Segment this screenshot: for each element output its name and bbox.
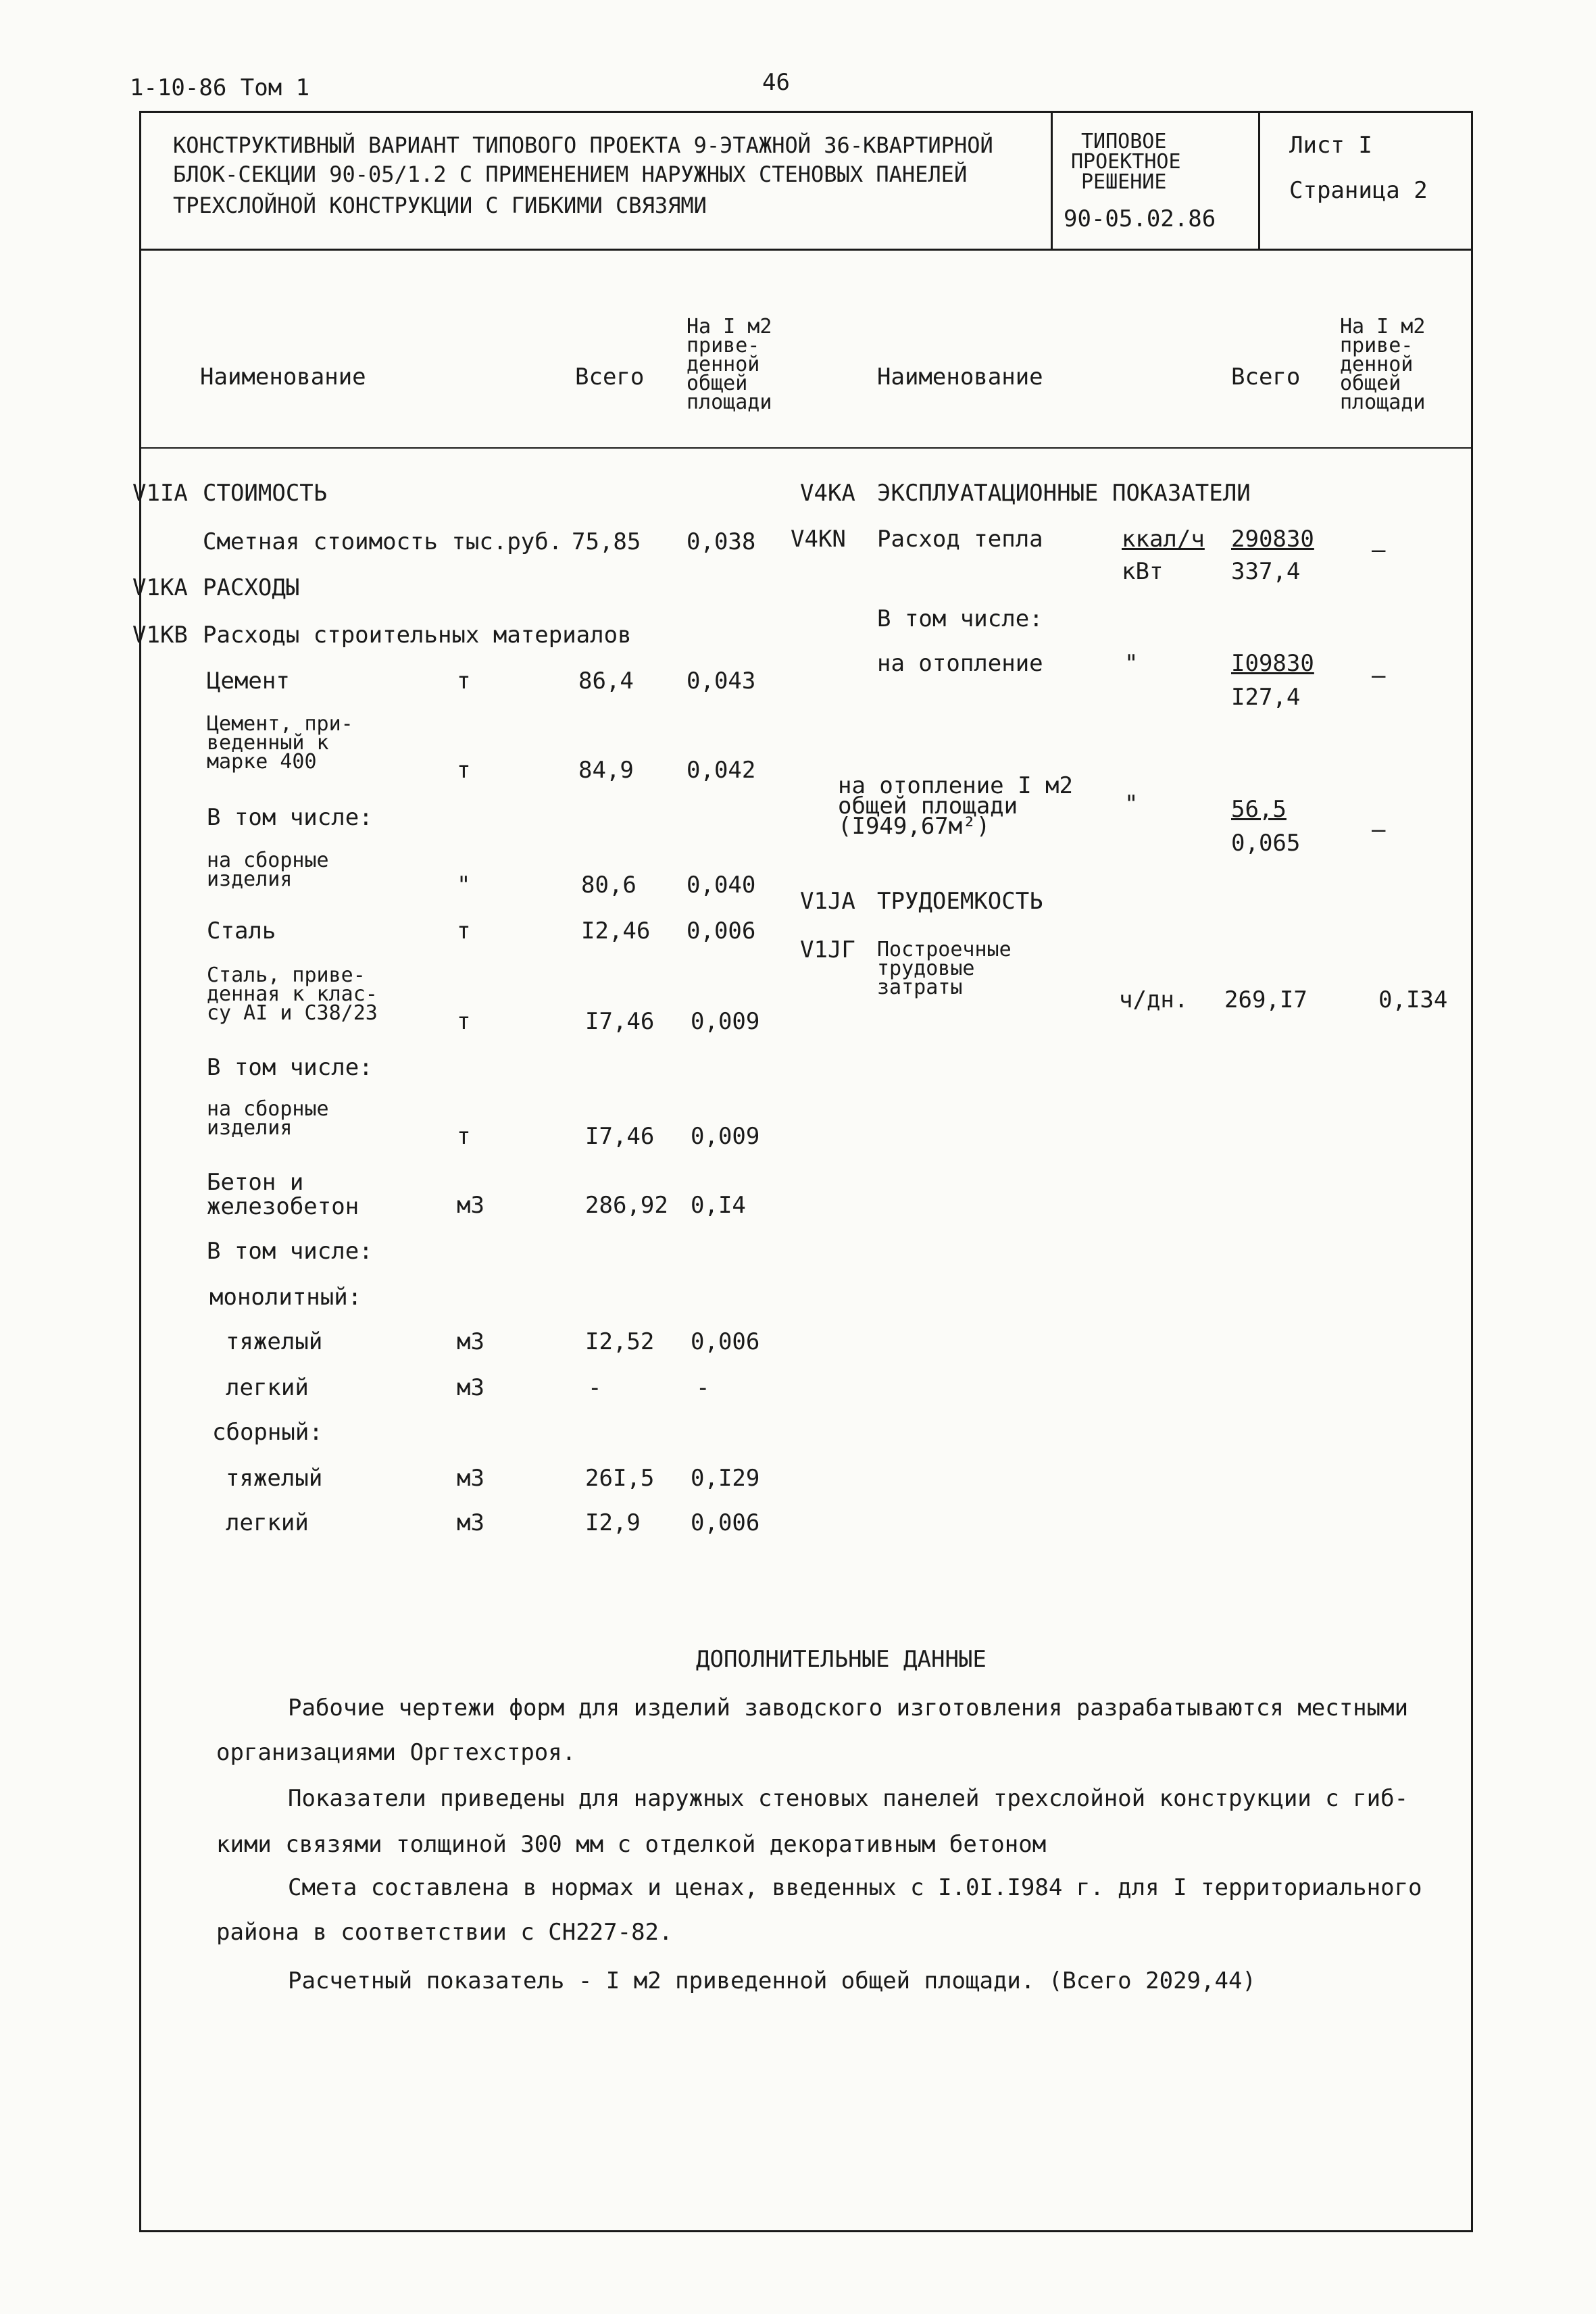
left-row-unit: т — [457, 917, 471, 945]
left-row-per: 0,006 — [691, 1509, 760, 1536]
right-row-name: на отопление I м2 общей площади (I949,67м²) — [838, 772, 1073, 840]
left-row-total: 86,4 — [578, 668, 634, 695]
right-row-name: В том числе: — [877, 605, 1043, 632]
page-number: 46 — [762, 69, 790, 96]
left-row-unit: м3 — [457, 1192, 484, 1219]
decision-line-3: РЕШЕНИЕ — [1081, 170, 1167, 194]
left-row-name: монолитный: — [209, 1284, 362, 1311]
left-row-per: 0,I4 — [691, 1192, 746, 1219]
left-row-total: 84,9 — [578, 757, 634, 784]
right-row-code: V1JГ — [800, 936, 855, 963]
additional-paragraph-4: Расчетный показатель - I м2 приведенной общей площади. (Всего 2029,44) — [288, 1967, 1256, 1994]
title-line-2: БЛОК-СЕКЦИИ 90-05/1.2 С ПРИМЕНЕНИЕМ НАРУЖНЫХ СТЕНОВЫХ ПАНЕЛЕЙ — [173, 161, 968, 187]
left-row-unit: м3 — [457, 1328, 484, 1355]
col-header-per-m2: На I м2 приве- денной общей площади — [687, 315, 772, 414]
decision-line-2: ПРОЕКТНОЕ — [1071, 150, 1181, 174]
left-row-unit: т — [457, 1123, 471, 1150]
left-row-code: V1KA — [132, 574, 188, 601]
right-row-per: 0,I34 — [1378, 986, 1448, 1013]
left-row-unit: т — [457, 668, 471, 695]
left-row-name: легкий — [226, 1374, 309, 1401]
col-header-total-2: Всего — [1231, 363, 1301, 391]
right-row-code: V4KN — [791, 526, 846, 553]
left-row-name: РАСХОДЫ — [203, 574, 300, 601]
right-row-name: ЭКСПЛУАТАЦИОННЫЕ ПОКАЗАТЕЛИ — [877, 480, 1251, 507]
left-row-name: В том числе: — [207, 1054, 373, 1081]
right-row-per: — — [1372, 536, 1386, 563]
left-row-name: сборный: — [212, 1419, 323, 1446]
right-row-name: на отопление — [877, 650, 1043, 677]
right-row-total: 290830 — [1231, 526, 1314, 553]
left-row-total: 286,92 — [585, 1192, 668, 1219]
left-row-per: 0,009 — [691, 1123, 760, 1150]
left-row-name: Сметная стоимость тыс.руб. — [203, 528, 563, 555]
left-row-per: 0,009 — [691, 1008, 760, 1035]
header-vline-1 — [1051, 111, 1053, 250]
title-line-3: ТРЕХСЛОЙНОЙ КОНСТРУКЦИИ С ГИБКИМИ СВЯЗЯМИ — [173, 193, 707, 218]
left-row-name: тяжелый — [226, 1328, 323, 1355]
right-row-total-2: I27,4 — [1231, 684, 1301, 711]
right-row-unit: " — [1124, 790, 1139, 818]
right-row-total-2: 0,065 — [1231, 830, 1301, 857]
left-row-code: V1IA — [132, 480, 188, 507]
left-row-unit: м3 — [457, 1465, 484, 1492]
frame-top — [139, 111, 1473, 113]
left-row-total: I2,52 — [585, 1328, 655, 1355]
left-row-per: 0,042 — [687, 757, 756, 784]
left-row-total: I2,46 — [581, 917, 651, 945]
left-row-per: 0,040 — [687, 872, 756, 899]
left-row-name: В том числе: — [207, 804, 373, 831]
left-row-name: Сталь, приве- денная к клас- су AI и C38/23 — [207, 963, 378, 1025]
additional-paragraph-3-line-2: района в соответствии с СН227-82. — [216, 1919, 673, 1946]
title-line-1: КОНСТРУКТИВНЫЙ ВАРИАНТ ТИПОВОГО ПРОЕКТА 9-ЭТАЖНОЙ 36-КВАРТИРНОЙ — [173, 132, 993, 158]
col-header-name: Наименование — [200, 363, 366, 391]
left-row-per: 0,006 — [691, 1328, 760, 1355]
left-row-per: 0,043 — [687, 668, 756, 695]
left-row-total: - — [588, 1374, 602, 1401]
left-row-total: 75,85 — [572, 528, 641, 555]
left-row-code: V1KB — [132, 622, 188, 649]
left-row-name: легкий — [226, 1509, 309, 1536]
right-row-name: ТРУДОЕМКОСТЬ — [877, 888, 1043, 915]
frame-bottom — [139, 2230, 1473, 2232]
right-row-name: Построечные трудовые затраты — [877, 938, 1012, 999]
left-row-name: Бетон и железобетон — [207, 1169, 359, 1220]
left-row-name: на сборные изделия — [207, 1097, 329, 1140]
document-reference: 1-10-86 Том 1 — [130, 74, 310, 101]
header-vline-2 — [1258, 111, 1260, 250]
additional-paragraph-1-line-2: организациями Оргтехстроя. — [216, 1739, 576, 1766]
table-header-rule — [139, 447, 1473, 449]
right-row-unit-2: кВт — [1122, 558, 1164, 585]
left-row-name: на сборные изделия — [207, 849, 329, 891]
col-header-name-2: Наименование — [877, 363, 1043, 391]
decision-code: 90-05.02.86 — [1064, 205, 1216, 232]
right-row-unit: ккал/ч — [1122, 526, 1205, 553]
left-row-total: 80,6 — [581, 872, 637, 899]
frame-right — [1471, 111, 1473, 2232]
right-row-per: — — [1372, 662, 1386, 689]
left-row-per: 0,006 — [687, 917, 756, 945]
decision-line-1: ТИПОВОЕ — [1081, 130, 1167, 153]
right-row-code: V1JA — [800, 888, 855, 915]
frame-left — [139, 111, 141, 2232]
left-row-total: 26I,5 — [585, 1465, 655, 1492]
left-row-total: I2,9 — [585, 1509, 641, 1536]
left-row-unit: т — [457, 1008, 471, 1035]
left-row-unit: м3 — [457, 1374, 484, 1401]
left-row-name: СТОИМОСТЬ — [203, 480, 328, 507]
additional-paragraph-2-line-2: кими связями толщиной 300 мм с отделкой декоративным бетоном — [216, 1831, 1047, 1858]
additional-heading: ДОПОЛНИТЕЛЬНЫЕ ДАННЫЕ — [696, 1646, 987, 1673]
left-row-unit: " — [457, 872, 471, 899]
right-row-total: 269,I7 — [1224, 986, 1307, 1013]
left-row-name: Цемент — [207, 668, 290, 695]
left-row-name: В том числе: — [207, 1238, 373, 1265]
left-row-name: Расходы строительных материалов — [203, 622, 632, 649]
left-row-unit: м3 — [457, 1509, 484, 1536]
left-row-per: 0,I29 — [691, 1465, 760, 1492]
right-row-total: I09830 — [1231, 650, 1314, 677]
right-row-total: 56,5 — [1231, 796, 1287, 823]
left-row-unit: т — [457, 757, 471, 784]
sheet-label: Лист I — [1289, 132, 1372, 159]
header-divider — [139, 249, 1473, 251]
right-row-name: Расход тепла — [877, 526, 1043, 553]
left-row-total: I7,46 — [585, 1123, 655, 1150]
left-row-name: Сталь — [207, 917, 276, 945]
left-row-name: Цемент, при- веденный к марке 400 — [207, 712, 353, 774]
additional-paragraph-1-line-1: Рабочие чертежи форм для изделий заводского изготовления разрабатываются местными — [288, 1694, 1409, 1721]
page-label: Страница 2 — [1289, 177, 1428, 204]
right-row-unit: ч/дн. — [1119, 986, 1189, 1013]
left-row-per: - — [696, 1374, 710, 1401]
right-row-per: — — [1372, 816, 1386, 843]
left-row-per: 0,038 — [687, 528, 756, 555]
right-row-code: V4KA — [800, 480, 855, 507]
left-row-total: I7,46 — [585, 1008, 655, 1035]
right-row-total-2: 337,4 — [1231, 558, 1301, 585]
col-header-per-m2-2: На I м2 приве- денной общей площади — [1340, 315, 1426, 414]
right-row-unit: " — [1124, 650, 1139, 677]
left-row-name: тяжелый — [226, 1465, 323, 1492]
additional-paragraph-3-line-1: Смета составлена в нормах и ценах, введенных с I.0I.I984 г. для I территориального — [288, 1874, 1422, 1901]
additional-paragraph-2-line-1: Показатели приведены для наружных стеновых панелей трехслойной конструкции с гиб- — [288, 1785, 1409, 1812]
col-header-total: Всего — [575, 363, 645, 391]
